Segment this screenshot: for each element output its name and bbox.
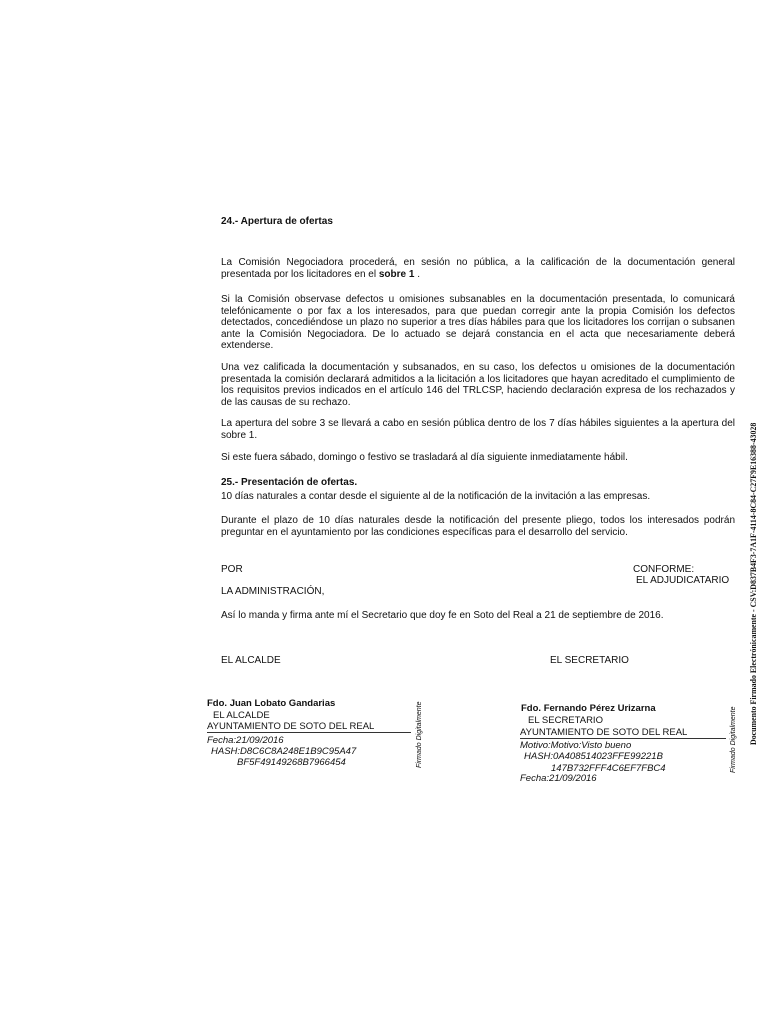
por-label: POR — [221, 564, 243, 575]
administracion-label: LA ADMINISTRACIÓN, — [221, 586, 325, 597]
section-24-paragraph-1 — [221, 257, 735, 280]
signature-hash-line-2: 147B732FFF4C6EF7FBC4 — [551, 763, 666, 774]
section-24-heading: 24.- Apertura de ofertas — [221, 216, 333, 227]
conforme-label: CONFORME: — [633, 564, 695, 575]
section-24-paragraph-5: Si este fuera sábado, domingo o festivo se trasladará al día siguiente inmediatamente hábil. — [221, 452, 628, 463]
p1-text: La Comisión Negociadora procederá, en sesión no pública, a la calificación de la documentación general presentada por los licitadores en el — [221, 257, 735, 280]
signer-role: EL ALCALDE — [213, 710, 270, 721]
signer-org: AYUNTAMIENTO DE SOTO DEL REAL — [520, 727, 688, 738]
signature-hash-line-2: BF5F49149268B7966454 — [237, 757, 346, 768]
signature-hash-line-1: HASH:D8C6C8A248E1B9C95A47 — [211, 746, 357, 757]
signature-underline — [207, 732, 411, 733]
signer-name: Fdo. Fernando Pérez Urizarna — [521, 703, 656, 714]
section-24-paragraph-2: Si la Comisión observase defectos u omisiones subsanables en la documentación presentada, lo comunicará telefónicamente o por fax a los interesados, para que puedan corregir ante la propia Comisión los defectos detectados, concediéndose un plazo no superior a tres días hábiles para que los licitadores los corrijan o subsanen ante la Comisión Negociadora. De lo actuado se dejará constancia en el acta que necesariamente deberá extenderse. — [221, 294, 735, 351]
section-24-paragraph-3: Una vez calificada la documentación y subsanados, en su caso, los defectos u omisiones de la documentación presentada la comisión declarará admitidos a la licitación a los licitadores que hayan acreditado el cumplimiento de los requisitos previos indicados en el artículo 146 del TRLCSP, haciendo declaración expresa de los rechazados y de las causas de su rechazo. — [221, 362, 735, 408]
adjudicatario-label: EL ADJUDICATARIO — [636, 575, 730, 586]
signer-name: Fdo. Juan Lobato Gandarias — [207, 698, 336, 709]
signer-org: AYUNTAMIENTO DE SOTO DEL REAL — [207, 721, 375, 732]
secretario-label: EL SECRETARIO — [550, 655, 629, 666]
signature-motivo: Motivo:Motivo:Visto bueno — [520, 740, 632, 751]
digital-signature-stamp: Firmado Digitalmente — [416, 701, 423, 768]
p1-end: . — [414, 268, 421, 280]
electronic-signature-margin-note: Documento Firmado Electrónicamente - CSV:D837B4F3-7A1F-4114-8C84-C27F9E16388-43028 — [749, 422, 758, 745]
section-25-paragraph-2: Durante el plazo de 10 días naturales desde la notificación del presente pliego, todos los interesados podrán preguntar en el ayuntamiento por las condiciones específicas para el desarrollo del servicio. — [221, 515, 735, 538]
section-24-paragraph-4: La apertura del sobre 3 se llevará a cabo en sesión pública dentro de los 7 días hábiles siguientes a la apertura del sobre 1. — [221, 418, 735, 441]
alcalde-label: EL ALCALDE — [221, 655, 281, 666]
signature-date: Fecha:21/09/2016 — [520, 773, 597, 784]
digital-signature-stamp: Firmado Digitalmente — [730, 706, 737, 773]
sobre-1-emphasis: sobre 1 — [378, 268, 415, 280]
signing-statement: Así lo manda y firma ante mí el Secretario que doy fe en Soto del Real a 21 de septiembre de 2016. — [221, 610, 664, 621]
signer-role: EL SECRETARIO — [528, 715, 603, 726]
section-25-heading: 25.- Presentación de ofertas. — [221, 477, 358, 488]
signature-underline — [520, 738, 726, 739]
section-25-paragraph-1: 10 días naturales a contar desde el siguiente al de la notificación de la invitación a las empresas. — [221, 491, 651, 502]
signature-date: Fecha:21/09/2016 — [207, 735, 284, 746]
signature-hash-line-1: HASH:0A408514023FFE99221B — [524, 751, 663, 762]
